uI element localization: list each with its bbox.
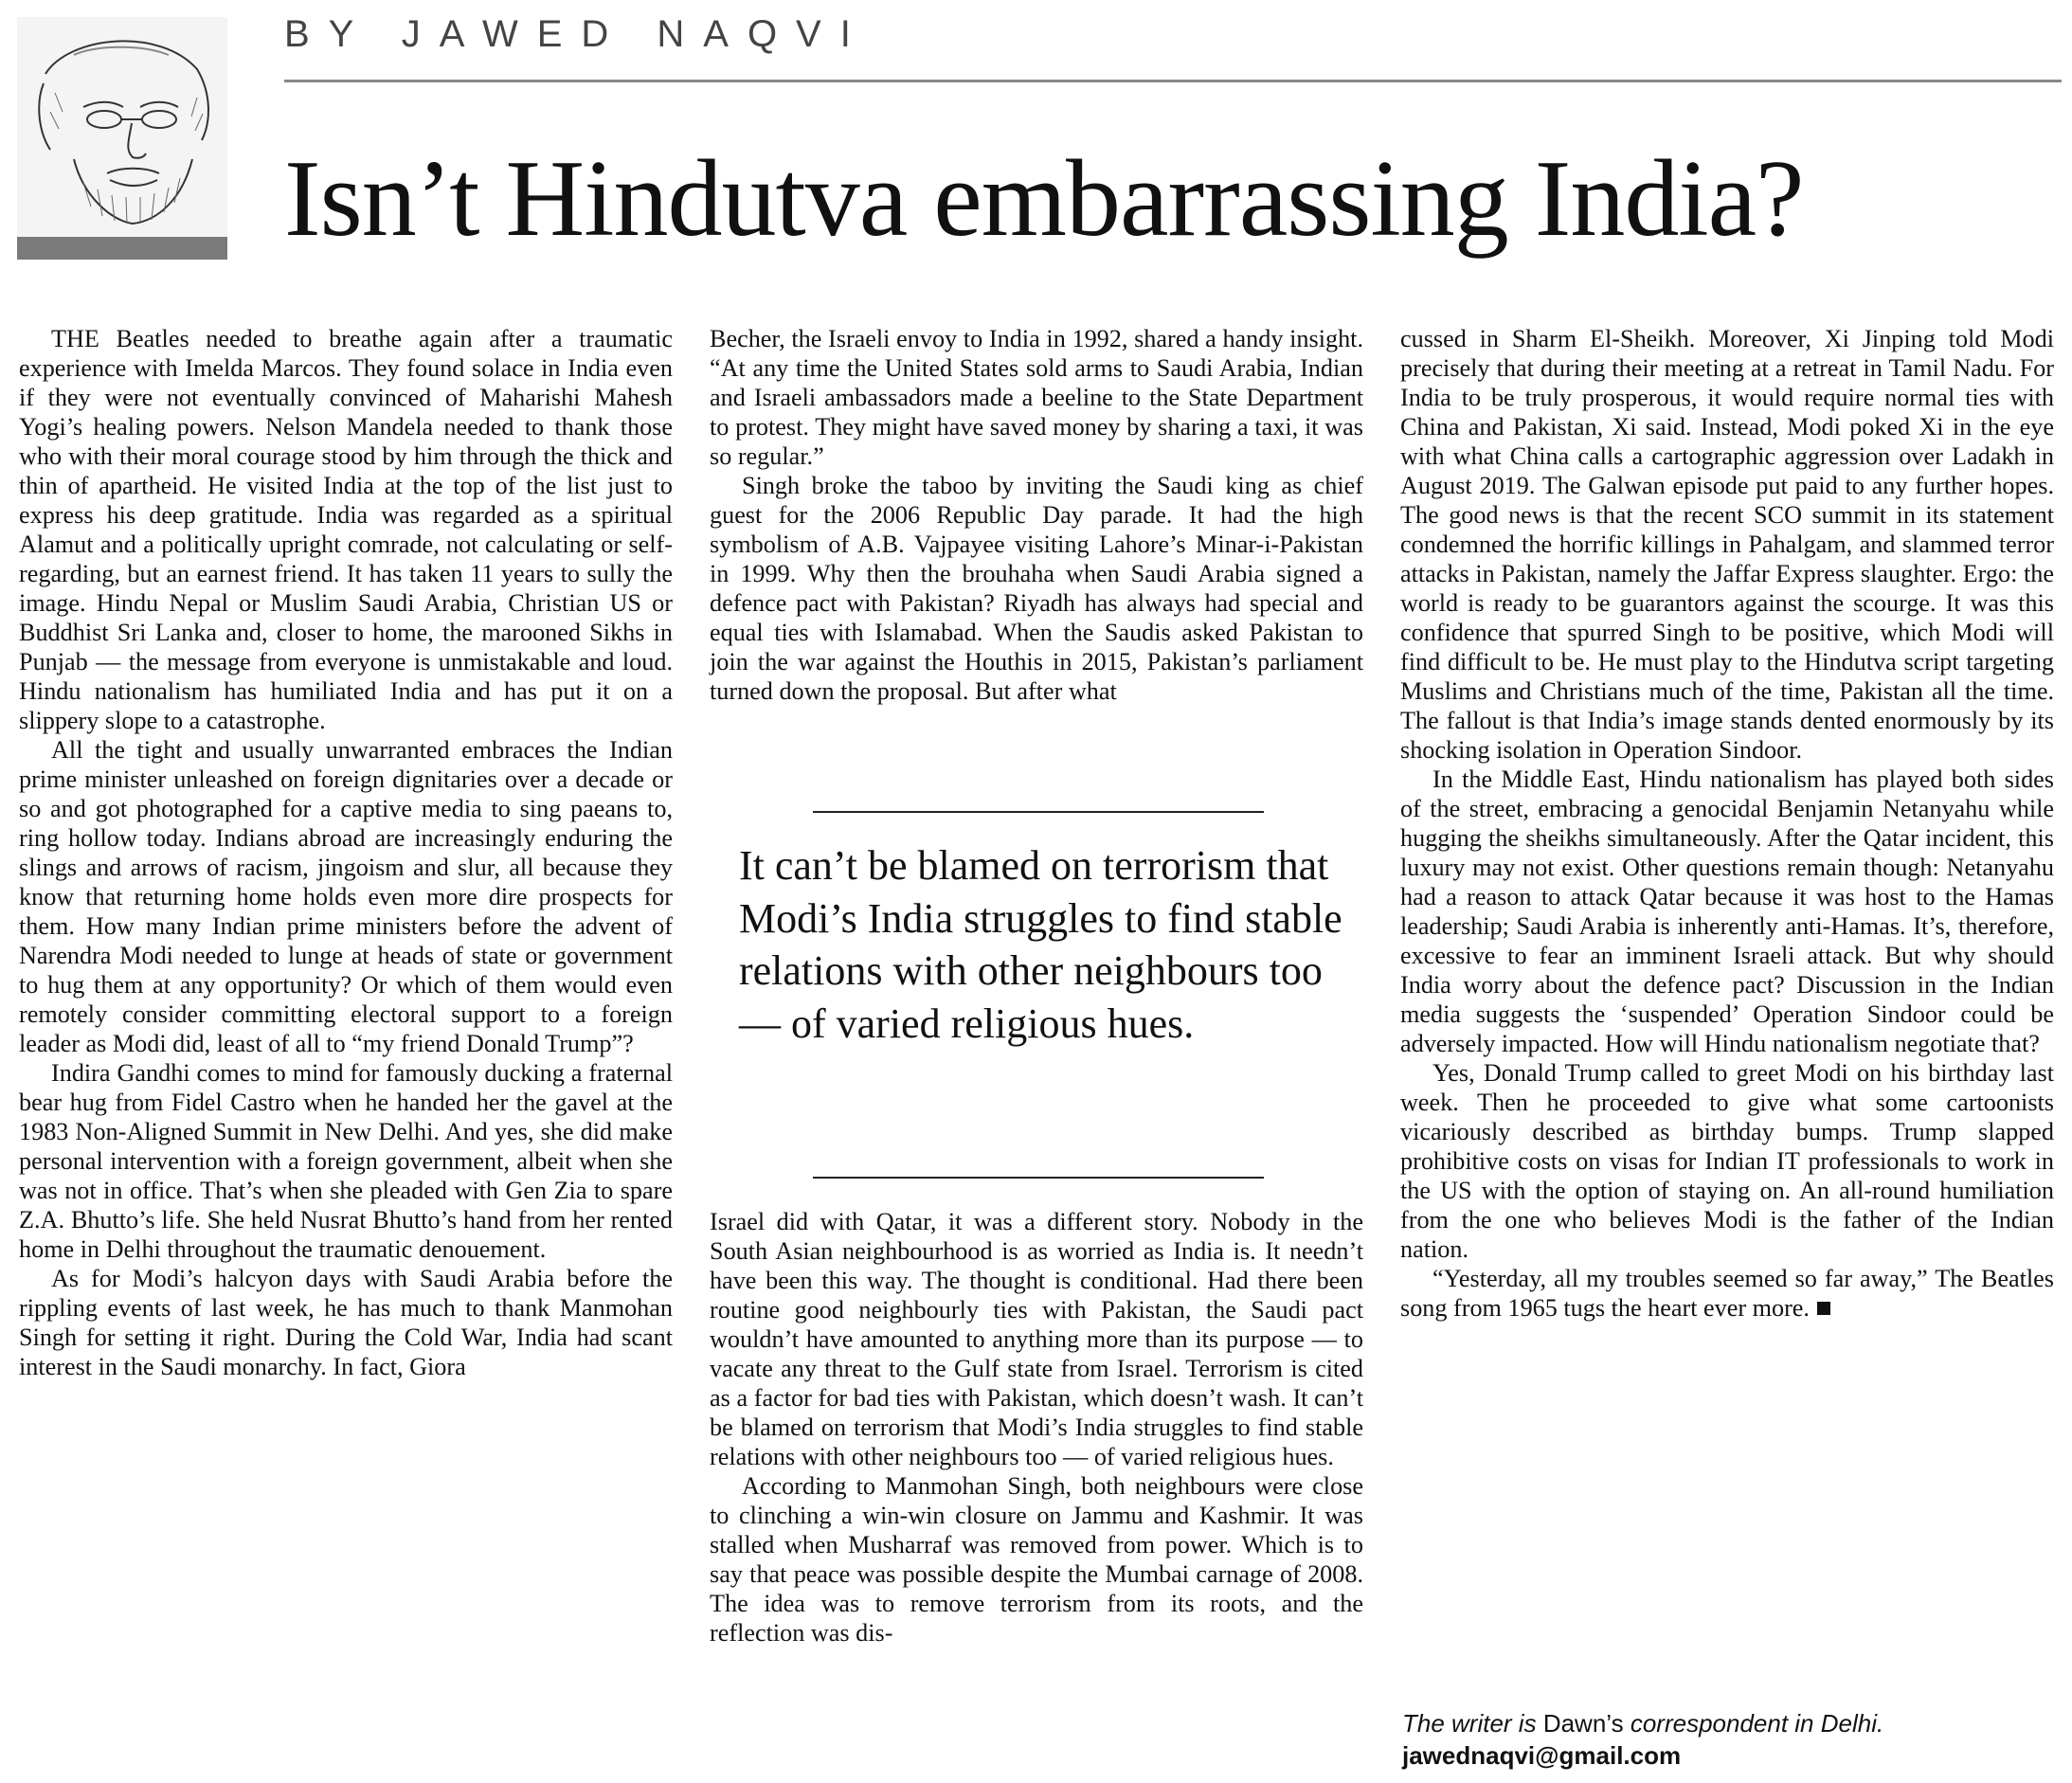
article-column-2-bottom [710,1207,1363,1648]
paragraph: Yes, Donald Trump called to greet Modi on his birthday last week. Then he proceeded to give what some cartoonists vicariously described as birthday bumps. Trump slapped prohibitive costs on visas for Indian IT professionals to work in the US with the option of staying on. An all-round humiliation from the one who believes Modi is the father of the Indian nation. [1400,1059,2054,1263]
author-portrait-sketch [17,17,227,237]
byline: BY JAWED NAQVI [284,13,870,55]
paragraph: THE Beatles needed to breathe again after a traumatic experience with Imelda Marcos. They found solace in India even if they were not eventually convinced of Maharishi Mahesh Yogi’s healing powers. Nelson Mandela needed to thank those who with their moral courage stood by him through the thick and thin of apartheid. He visited India at the top of the list just to express his deep gratitude. India was regarded as a spiritual Alamut and a politically upright comrade, not calculating or self-regarding, but an earnest friend. It has taken 11 years to sully the image. Hindu Nepal or Muslim Saudi Arabia, Christian US or Buddhist Sri Lanka and, closer to home, the marooned Sikhs in Punjab — the message from everyone is unmistakable and loud. Hindu nationalism has humiliated India and has put it on a slippery slope to a catastrophe. [19,325,673,734]
author-note-outlet: Dawn’s [1542,1709,1624,1738]
paragraph: Singh broke the taboo by inviting the Saudi king as chief guest for the 2006 Republic Day parade. It had the high symbolism of A.B. Vajpayee visiting Lahore’s Minar-i-Pakistan in 1999. Why then the brouhaha when Saudi Arabia signed a defence pact with Pakistan? Riyadh has always had special and equal ties with Islamabad. When the Saudis asked Pakistan to join the war against the Houthis in 2015, Pakistan’s parliament turned down the proposal. But after what [710,472,1363,705]
author-portrait [17,17,227,237]
headline: Isn’t Hindutva embarrassing India? [284,138,1804,260]
author-note-prefix: The writer is [1402,1709,1537,1738]
byline-rule [284,80,2062,82]
paragraph: Israel did with Qatar, it was a different story. Nobody in the South Asian neighbourhood is as worried as India is. It needn’t have been this way. The thought is conditional. Had there been routine good neighbourly ties with Pakistan, the Saudi pact wouldn’t have amounted to anything more than its purpose — to vacate any threat to the Gulf state from Israel. Terrorism is cited as a factor for bad ties with Pakistan, which doesn’t wash. It can’t be blamed on terrorism that Modi’s India struggles to find stable relations with other neighbours too — of varied religious hues. [710,1208,1363,1470]
article-column-1 [19,324,673,1381]
author-note [1402,1707,2056,1772]
pull-quote: It can’t be blamed on terrorism that Modi’s India struggles to find stable relations with other neighbours too — of varied religious hues. [739,842,1342,1047]
article-column-2-top [710,324,1363,706]
paragraph: Becher, the Israeli envoy to India in 1992, shared a handy insight. “At any time the United States sold arms to Saudi Arabia, Indian and Israeli ambassadors made a beeline to the State Department to protest. They might have saved money by sharing a taxi, it was so regular.” [710,325,1363,470]
final-paragraph-text: “Yesterday, all my troubles seemed so far away,” The Beatles song from 1965 tugs the heart ever more. [1400,1265,2054,1322]
article-column-3 [1400,324,2054,1323]
author-email[interactable]: jawednaqvi@gmail.com [1402,1741,1682,1770]
paragraph: All the tight and usually unwarranted embraces the Indian prime minister unleashed on foreign dignitaries over a decade or so and got photographed for a captive media to sing paeans to, ring hollow today. Indians abroad are increasingly enduring the slings and arrows of racism, jingoism and slur, all because they know that returning home holds even more dire prospects for them. How many Indian prime ministers before the advent of Narendra Modi needed to lunge at heads of state or government to hug them at any opportunity? Or which of them would even remotely consider committing electoral support to a foreign leader as Modi did, least of all to “my friend Donald Trump”? [19,736,673,1057]
portrait-underline-bar [17,237,227,260]
paragraph: In the Middle East, Hindu nationalism has played both sides of the street, embracing a genocidal Benjamin Netanyahu while hugging the sheikhs simultaneously. After the Qatar incident, this luxury may not exist. Other questions remain though: Netanyahu had a reason to attack Qatar because it was host to the Hamas leadership; Saudi Arabia is inherently anti-Hamas. It’s, therefore, excessive to fear an imminent Israeli attack. But why should India worry about the defence pact? Discussion in the Indian media suggests the ‘suspended’ Operation Sindoor could be adversely impacted. How will Hindu nationalism negotiate that? [1400,765,2054,1057]
paragraph: As for Modi’s halcyon days with Saudi Arabia before the rippling events of last week, he has much to thank Manmohan Singh for setting it right. During the Cold War, India had scant interest in the Saudi monarchy. In fact, Giora [19,1265,673,1380]
author-note-suffix: correspondent in Delhi. [1630,1709,1884,1738]
paragraph: Indira Gandhi comes to mind for famously ducking a fraternal bear hug from Fidel Castro when he handed her the gavel at the 1983 Non-Aligned Summit in New Delhi. And yes, she did make personal intervention with a foreign government, albeit when she was not in office. That’s when she pleaded with Gen Zia to spare Z.A. Bhutto’s life. She held Nusrat Bhutto’s hand from her rented home in Delhi throughout the traumatic denouement. [19,1059,673,1263]
paragraph-final [1400,1264,2054,1323]
author-note-line [1402,1707,2056,1739]
paragraph: cussed in Sharm El-Sheikh. Moreover, Xi Jinping told Modi precisely that during their meeting at a retreat in Tamil Nadu. For India to be truly prosperous, it would require normal ties with China and Pakistan, Xi said. Instead, Modi poked Xi in the eye with what China calls a cartographic aggression over Ladakh in August 2019. The Galwan episode put paid to any further hopes. The good news is that the recent SCO summit in its statement condemned the horrific killings in Pahalgam, and slammed terror attacks in Pakistan, namely the Jaffar Express slaughter. Ergo: the world is ready to be guarantors against the scourge. It was this confidence that spurred Singh to be positive, which Modi will find difficult to be. He must play to the Hindutva script targeting Muslims and Christians much of the time, Pakistan all the time. The fallout is that India’s image stands dented enormously by its shocking isolation in Operation Sindoor. [1400,325,2054,764]
pull-quote-top-rule [813,811,1264,813]
end-square-icon [1817,1302,1830,1315]
paragraph: According to Manmohan Singh, both neighbours were close to clinching a win-win closure on Jammu and Kashmir. It was stalled when Musharraf was removed from power. Which is to say that peace was possible despite the Mumbai carnage of 2008. The idea was to remove terrorism from its roots, and the reflection was dis- [710,1472,1363,1647]
pull-quote-bottom-rule [813,1177,1264,1179]
